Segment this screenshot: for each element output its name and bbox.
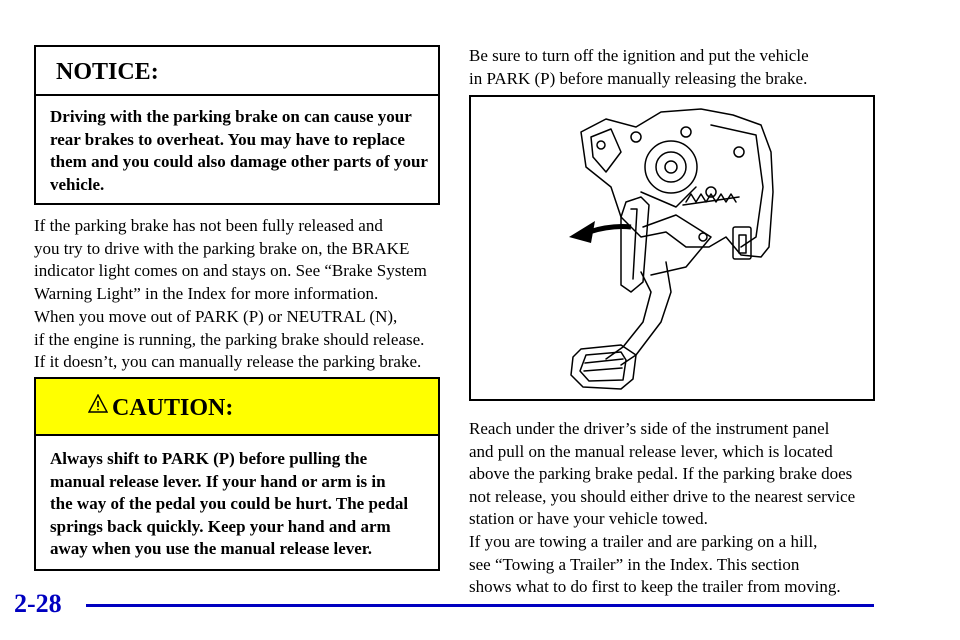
notice-box <box>34 45 440 205</box>
footer-rule <box>86 604 874 607</box>
warning-triangle-icon <box>88 394 108 414</box>
caution-box <box>34 377 440 571</box>
release-lever-paragraph: Reach under the driver’s side of the instrument panel and pull on the manual release lever, which is located above the parking brake pedal. If the parking brake does not release, you should either drive to the nearest service station or have your vehicle towed. <box>469 419 856 528</box>
manual-release-paragraph: When you move out of PARK (P) or NEUTRAL (N), if the engine is running, the parking brake should release. If it doesn’t, you can manually release the parking brake. <box>34 307 425 371</box>
towing-paragraph: If you are towing a trailer and are parking on a hill, see “Towing a Trailer” in the Index. This section shows what to do first to keep the trailer from moving. <box>469 532 841 596</box>
parking-brake-pedal-drawing <box>471 97 873 399</box>
ignition-paragraph: Be sure to turn off the ignition and put the vehicle in PARK (P) before manually releasing the brake. <box>469 46 809 88</box>
brake-indicator-paragraph: If the parking brake has not been fully released and you try to drive with the parking brake on, the BRAKE indicator light comes on and stays on. See “Brake System Warning Light” in the Index for more information. <box>34 216 427 303</box>
notice-body: Driving with the parking brake on can cause your rear brakes to overheat. You may have to replace them and you could also damage other parts of your vehicle. <box>50 107 428 194</box>
caution-body: Always shift to PARK (P) before pulling the manual release lever. If your hand or arm is in the way of the pedal you could be hurt. The pedal springs back quickly. Keep your hand and arm away when you use the manual release lever. <box>50 449 409 558</box>
page-number: 2-28 <box>14 589 62 618</box>
parking-brake-illustration <box>469 95 875 401</box>
notice-title: NOTICE: <box>56 59 159 85</box>
caution-header <box>36 379 438 436</box>
caution-title: CAUTION: <box>112 395 234 421</box>
